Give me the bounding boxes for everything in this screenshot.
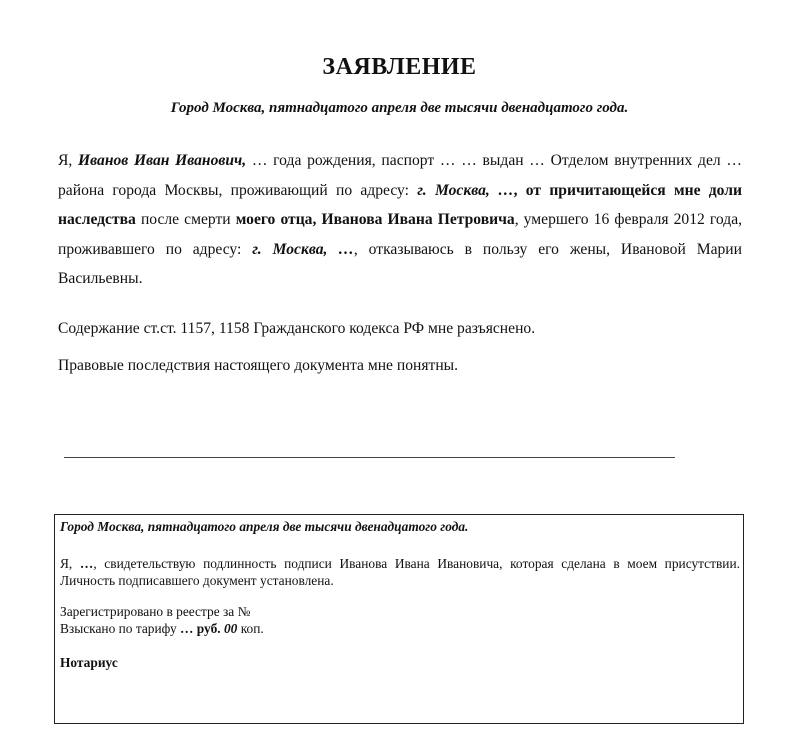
statement-text: , отказываюсь в пользу его жены, Ивановой Марии Васильевны. [58,240,742,288]
deceased-name: моего отца, Иванова Ивана Петровича [235,211,515,229]
statement-text: Я, [58,152,79,169]
tariff-rub: … руб. [180,621,224,636]
statement-text: , умершего 16 февраля 2012 года, проживавшего по адресу: [58,211,743,258]
notary-place-date: Город Москва, пятнадцатого апреля две тысячи двенадцатого года. [60,519,469,534]
tariff-line [60,621,264,637]
law-explained-paragraph: Содержание ст.ст. 1157, 1158 Гражданского кодекса РФ мне разъяснено. [58,320,536,337]
notary-text: Я, [60,556,80,571]
notary-text: , свидетельствую подлинность подписи Иванова Ивана Ивановича, которая сделана в моем присутствии. Личность подписавшего документ установлена. [60,556,740,588]
statement-text: после смерти [135,211,236,229]
statement-paragraph [58,146,742,294]
document-title: ЗАЯВЛЕНИЕ [322,54,477,80]
tariff-label: Взыскано по тарифу [60,621,181,636]
tariff-kop-value: 00 [223,621,238,636]
signature-line [64,457,675,458]
applicant-name: Иванов Иван Иванович, [78,152,247,169]
applicant-address: г. Москва, … [417,181,514,199]
notary-statement [60,555,740,589]
notary-name-placeholder: … [79,556,94,571]
notary-certification-box [54,514,744,724]
registry-line: Зарегистрировано в реестре за № [60,604,251,619]
deceased-address: г. Москва, … [252,240,354,258]
notary-signature-label: Нотариус [60,655,118,670]
document-place-date: Город Москва, пятнадцатого апреля две тысячи двенадцатого года. [170,100,629,116]
tariff-kop: коп. [237,621,264,636]
statement-text: … года рождения, паспорт … … выдан … Отделом внутренних дел … района города Москвы, проживающий по адресу: [58,152,742,199]
inheritance-share: , от причитающейся мне доли наследства [58,181,742,229]
consequences-paragraph: Правовые последствия настоящего документа мне понятны. [58,357,459,374]
